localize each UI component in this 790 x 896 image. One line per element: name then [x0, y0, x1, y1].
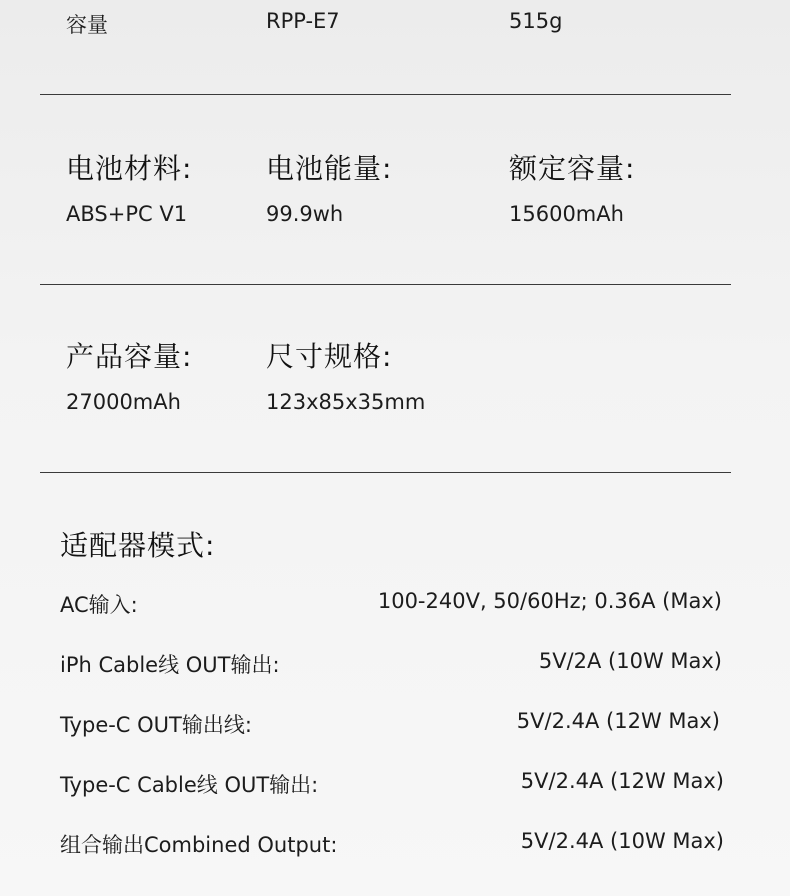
spec-label-combined-output: 组合输出Combined Output: — [60, 833, 338, 857]
spec-label-ac-input: AC输入: — [60, 593, 138, 617]
rated-capacity-heading: 额定容量: — [509, 152, 636, 185]
spec-label-typec-cable-out: Type-C Cable线 OUT输出: — [60, 773, 319, 797]
divider-2 — [40, 284, 731, 285]
product-capacity-value: 27000mAh — [66, 390, 181, 414]
spec-value-ac-input: 100-240V, 50/60Hz; 0.36A (Max) — [377, 589, 722, 613]
divider-3 — [40, 472, 731, 473]
spec-value-combined-output: 5V/2.4A (10W Max) — [520, 829, 724, 853]
weight-value: 515g — [509, 9, 563, 33]
product-capacity-heading: 产品容量: — [66, 340, 193, 373]
dimensions-heading: 尺寸规格: — [266, 340, 393, 373]
battery-material-value: ABS+PC V1 — [66, 202, 188, 226]
capacity-label: 容量 — [66, 13, 108, 37]
model-value: RPP-E7 — [266, 9, 340, 33]
spec-value-typec-out: 5V/2.4A (12W Max) — [516, 709, 720, 733]
adapter-mode-heading: 适配器模式: — [60, 529, 216, 562]
spec-label-lightning-out: iPh Cable线 OUT输出: — [60, 653, 280, 677]
spec-label-typec-out: Type-C OUT输出线: — [60, 713, 252, 737]
dimensions-value: 123x85x35mm — [266, 390, 426, 414]
battery-energy-value: 99.9wh — [266, 202, 344, 226]
spec-value-lightning-out: 5V/2A (10W Max) — [538, 649, 722, 673]
battery-energy-heading: 电池能量: — [266, 152, 393, 185]
divider-1 — [40, 94, 731, 95]
rated-capacity-value: 15600mAh — [509, 202, 624, 226]
battery-material-heading: 电池材料: — [66, 152, 193, 185]
spec-value-typec-cable-out: 5V/2.4A (12W Max) — [520, 769, 724, 793]
